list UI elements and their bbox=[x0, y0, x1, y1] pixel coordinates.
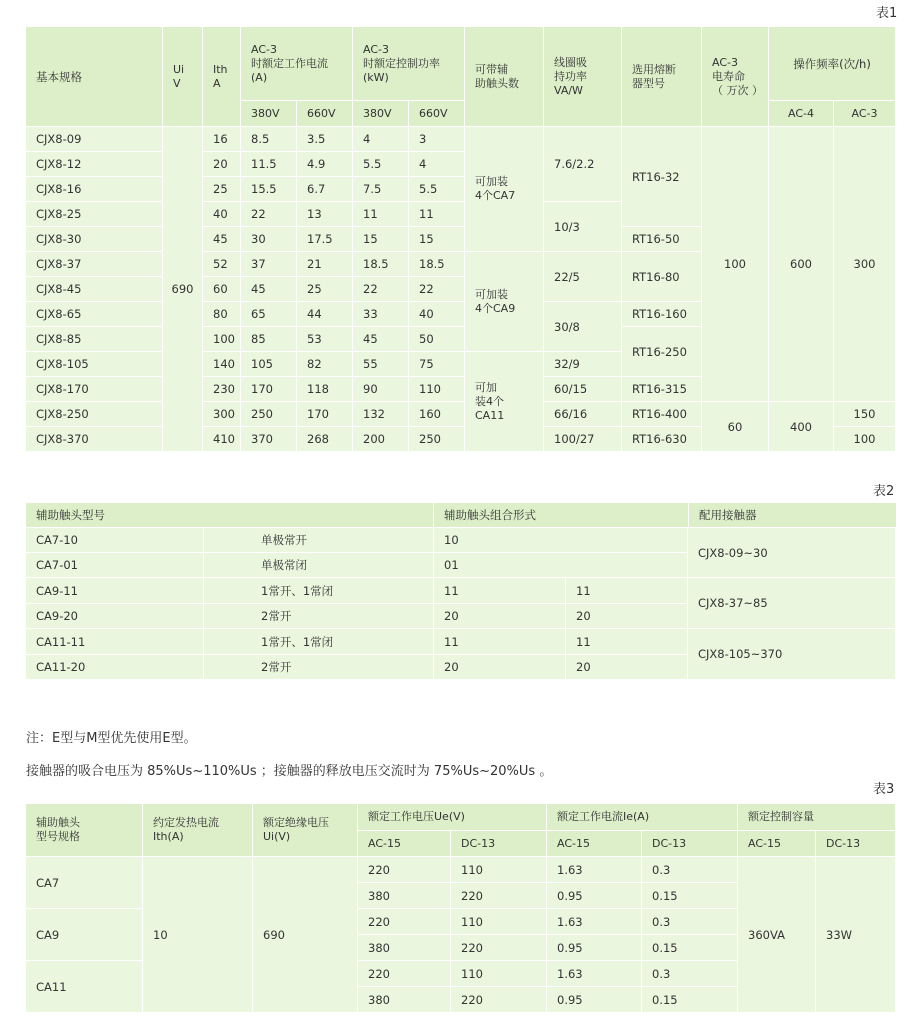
t1-cell-i660: 25 bbox=[297, 277, 353, 302]
t1-cell-fuse: RT16-315 bbox=[622, 377, 702, 402]
t1-cell-ith: 25 bbox=[203, 177, 241, 202]
t1-cell-i380: 22 bbox=[241, 202, 297, 227]
t1-cell-p380: 45 bbox=[353, 327, 409, 352]
t3-cell-ie-dc: 0.15 bbox=[642, 987, 738, 1013]
t3-cell-ie-ac: 1.63 bbox=[547, 857, 642, 883]
t1-cell-aux: 可加 装4个 CA11 bbox=[465, 352, 544, 452]
table-row bbox=[26, 402, 896, 427]
t2-cell-model: CA7-10 bbox=[26, 528, 204, 553]
t3-cell-ue-dc: 220 bbox=[451, 987, 547, 1013]
t3-cell-ue-dc: 220 bbox=[451, 935, 547, 961]
t2-cell-desc: 单极常开 bbox=[204, 528, 434, 553]
t1-cell-p660: 3 bbox=[409, 127, 465, 152]
t1-cell-spec: CJX8-65 bbox=[26, 302, 163, 327]
t1-cell-spec: CJX8-16 bbox=[26, 177, 163, 202]
t2-cell-desc: 1常开、1常闭 bbox=[204, 629, 434, 655]
t3-cell-ue-ac: 380 bbox=[358, 987, 451, 1013]
t3-cell-ie-dc: 0.3 bbox=[642, 961, 738, 987]
t1-cell-i660: 268 bbox=[297, 427, 353, 452]
t1-cell-spec: CJX8-370 bbox=[26, 427, 163, 452]
t1-cell-p660: 50 bbox=[409, 327, 465, 352]
t3-cell-ie-ac: 1.63 bbox=[547, 961, 642, 987]
t3-header-cap-ac: AC-15 bbox=[738, 831, 816, 857]
note-line-1: 注：E型与M型优先使用E型。 bbox=[26, 731, 197, 746]
t1-header-life: AC-3 电寿命 （ 万次 ） bbox=[702, 27, 769, 127]
t1-header-current: AC-3 时额定工作电流 (A) bbox=[241, 27, 353, 101]
t1-cell-freq-ac4: 400 bbox=[769, 402, 834, 452]
t3-cell-model: CA9 bbox=[26, 909, 143, 961]
t3-header-ith: 约定发热电流 Ith(A) bbox=[143, 804, 253, 857]
t3-cell-model: CA7 bbox=[26, 857, 143, 909]
t1-cell-ith: 80 bbox=[203, 302, 241, 327]
t1-cell-coil: 30/8 bbox=[544, 302, 622, 352]
t3-header-ui: 额定绝缘电压 Ui(V) bbox=[253, 804, 358, 857]
t3-cell-ue-ac: 380 bbox=[358, 935, 451, 961]
t1-header-power: AC-3 时额定控制功率 (kW) bbox=[353, 27, 465, 101]
t1-cell-i380: 85 bbox=[241, 327, 297, 352]
t1-cell-i660: 4.9 bbox=[297, 152, 353, 177]
t3-header-cap: 额定控制容量 bbox=[738, 804, 896, 831]
t3-header-ie-ac: AC-15 bbox=[547, 831, 642, 857]
t1-cell-coil: 22/5 bbox=[544, 252, 622, 302]
t3-cell-ue-ac: 220 bbox=[358, 961, 451, 987]
t2-cell-combo-b: 20 bbox=[566, 655, 688, 680]
t1-cell-fuse: RT16-80 bbox=[622, 252, 702, 302]
t1-cell-spec: CJX8-105 bbox=[26, 352, 163, 377]
t3-cell-ue-dc: 110 bbox=[451, 961, 547, 987]
t3-header-ue-dc: DC-13 bbox=[451, 831, 547, 857]
t3-cell-ith: 10 bbox=[143, 857, 253, 1013]
t1-cell-i380: 15.5 bbox=[241, 177, 297, 202]
t3-cell-cap-ac: 360VA bbox=[738, 857, 816, 1013]
t1-cell-freq-ac3: 300 bbox=[834, 127, 896, 402]
t1-cell-i660: 21 bbox=[297, 252, 353, 277]
t1-header-i380: 380V bbox=[241, 101, 297, 127]
t3-cell-ue-dc: 110 bbox=[451, 909, 547, 935]
t3-cell-ue-ac: 220 bbox=[358, 909, 451, 935]
t1-cell-i380: 8.5 bbox=[241, 127, 297, 152]
t1-cell-coil: 10/3 bbox=[544, 202, 622, 252]
t1-cell-p660: 110 bbox=[409, 377, 465, 402]
t1-cell-i380: 250 bbox=[241, 402, 297, 427]
table1 bbox=[25, 26, 896, 452]
table-row bbox=[26, 578, 896, 604]
t1-cell-spec: CJX8-09 bbox=[26, 127, 163, 152]
t1-cell-spec: CJX8-250 bbox=[26, 402, 163, 427]
t3-header-ue: 额定工作电压Ue(V) bbox=[358, 804, 547, 831]
t1-header-aux: 可带辅 助触头数 bbox=[465, 27, 544, 127]
t1-cell-p660: 5.5 bbox=[409, 177, 465, 202]
t1-cell-ith: 230 bbox=[203, 377, 241, 402]
t2-cell-combo-a: 11 bbox=[434, 629, 566, 655]
t3-cell-cap-dc: 33W bbox=[816, 857, 896, 1013]
t1-cell-fuse: RT16-630 bbox=[622, 427, 702, 452]
t1-cell-ui: 690 bbox=[163, 127, 203, 452]
t1-cell-spec: CJX8-12 bbox=[26, 152, 163, 177]
t1-cell-i660: 170 bbox=[297, 402, 353, 427]
t1-cell-p380: 11 bbox=[353, 202, 409, 227]
t1-cell-p380: 15 bbox=[353, 227, 409, 252]
t1-cell-coil: 32/9 bbox=[544, 352, 622, 377]
table-row bbox=[26, 127, 896, 152]
t2-cell-combo-b: 11 bbox=[566, 578, 688, 604]
t1-cell-fuse: RT16-250 bbox=[622, 327, 702, 377]
t1-cell-p380: 33 bbox=[353, 302, 409, 327]
t2-cell-desc: 单极常闭 bbox=[204, 553, 434, 578]
t3-cell-model: CA11 bbox=[26, 961, 143, 1013]
t1-cell-i660: 82 bbox=[297, 352, 353, 377]
t3-cell-ie-dc: 0.3 bbox=[642, 857, 738, 883]
t1-cell-ith: 100 bbox=[203, 327, 241, 352]
t1-cell-p380: 90 bbox=[353, 377, 409, 402]
t3-cell-ue-dc: 220 bbox=[451, 883, 547, 909]
t1-cell-i660: 6.7 bbox=[297, 177, 353, 202]
t1-header-spec: 基本规格 bbox=[26, 27, 163, 127]
t3-header-ie-dc: DC-13 bbox=[642, 831, 738, 857]
t1-cell-ith: 20 bbox=[203, 152, 241, 177]
t1-cell-coil: 60/15 bbox=[544, 377, 622, 402]
t1-cell-p380: 7.5 bbox=[353, 177, 409, 202]
t2-cell-combo: 10 bbox=[434, 528, 688, 553]
t1-cell-i660: 3.5 bbox=[297, 127, 353, 152]
t1-header-coil: 线圈吸 持功率 VA/W bbox=[544, 27, 622, 127]
t1-cell-i380: 170 bbox=[241, 377, 297, 402]
t1-cell-p660: 75 bbox=[409, 352, 465, 377]
t1-cell-freq-ac4: 600 bbox=[769, 127, 834, 402]
t2-cell-desc: 2常开 bbox=[204, 655, 434, 680]
t1-header-fuse: 选用熔断 器型号 bbox=[622, 27, 702, 127]
t3-header-ue-ac: AC-15 bbox=[358, 831, 451, 857]
t1-cell-life: 100 bbox=[702, 127, 769, 402]
t1-cell-p380: 4 bbox=[353, 127, 409, 152]
t1-cell-fuse: RT16-50 bbox=[622, 227, 702, 252]
t1-cell-spec: CJX8-30 bbox=[26, 227, 163, 252]
t1-header-ith: Ith A bbox=[203, 27, 241, 127]
t1-cell-spec: CJX8-170 bbox=[26, 377, 163, 402]
t1-cell-aux: 可加装 4个CA9 bbox=[465, 252, 544, 352]
table2 bbox=[25, 502, 896, 680]
t2-cell-contactor: CJX8-105~370 bbox=[688, 629, 896, 680]
t1-cell-spec: CJX8-25 bbox=[26, 202, 163, 227]
t3-cell-ie-dc: 0.3 bbox=[642, 909, 738, 935]
t2-cell-combo-b: 11 bbox=[566, 629, 688, 655]
t1-cell-i380: 105 bbox=[241, 352, 297, 377]
t1-cell-fuse: RT16-32 bbox=[622, 127, 702, 227]
t3-cell-ue-dc: 110 bbox=[451, 857, 547, 883]
t1-cell-ith: 16 bbox=[203, 127, 241, 152]
t1-cell-spec: CJX8-37 bbox=[26, 252, 163, 277]
t1-cell-aux: 可加装 4个CA7 bbox=[465, 127, 544, 252]
t1-header-p660: 660V bbox=[409, 101, 465, 127]
t3-header-model: 辅助触头 型号规格 bbox=[26, 804, 143, 857]
t3-cell-ie-ac: 1.63 bbox=[547, 909, 642, 935]
t1-cell-spec: CJX8-45 bbox=[26, 277, 163, 302]
t2-cell-model: CA9-20 bbox=[26, 604, 204, 629]
t1-cell-ith: 40 bbox=[203, 202, 241, 227]
t1-cell-ith: 60 bbox=[203, 277, 241, 302]
t1-cell-p660: 250 bbox=[409, 427, 465, 452]
t2-cell-combo-a: 11 bbox=[434, 578, 566, 604]
t3-header-ie: 额定工作电流Ie(A) bbox=[547, 804, 738, 831]
t1-cell-coil: 7.6/2.2 bbox=[544, 127, 622, 202]
t2-cell-model: CA11-11 bbox=[26, 629, 204, 655]
t3-cell-ie-ac: 0.95 bbox=[547, 883, 642, 909]
t2-cell-contactor: CJX8-37~85 bbox=[688, 578, 896, 629]
t1-cell-i380: 370 bbox=[241, 427, 297, 452]
t1-cell-i380: 11.5 bbox=[241, 152, 297, 177]
t3-cell-ie-dc: 0.15 bbox=[642, 883, 738, 909]
t1-cell-freq-ac3: 150 bbox=[834, 402, 896, 427]
t1-cell-freq-ac3: 100 bbox=[834, 427, 896, 452]
t1-cell-fuse: RT16-400 bbox=[622, 402, 702, 427]
table3 bbox=[25, 803, 896, 1013]
t1-cell-ith: 300 bbox=[203, 402, 241, 427]
t2-cell-desc: 1常开、1常闭 bbox=[204, 578, 434, 604]
t2-cell-combo-b: 20 bbox=[566, 604, 688, 629]
t2-cell-combo-a: 20 bbox=[434, 604, 566, 629]
t1-cell-spec: CJX8-85 bbox=[26, 327, 163, 352]
t3-header-cap-dc: DC-13 bbox=[816, 831, 896, 857]
t3-cell-ue-ac: 380 bbox=[358, 883, 451, 909]
t1-cell-p380: 18.5 bbox=[353, 252, 409, 277]
t2-header-model: 辅助触头型号 bbox=[26, 503, 434, 528]
t2-cell-model: CA7-01 bbox=[26, 553, 204, 578]
t3-cell-ie-dc: 0.15 bbox=[642, 935, 738, 961]
t2-cell-desc: 2常开 bbox=[204, 604, 434, 629]
t1-cell-i380: 37 bbox=[241, 252, 297, 277]
t1-cell-coil: 100/27 bbox=[544, 427, 622, 452]
t1-cell-i380: 45 bbox=[241, 277, 297, 302]
t1-cell-p660: 40 bbox=[409, 302, 465, 327]
t1-cell-i380: 30 bbox=[241, 227, 297, 252]
t1-header-freq-ac3: AC-3 bbox=[834, 101, 896, 127]
t2-header-contactor: 配用接触器 bbox=[688, 503, 895, 527]
t1-cell-i380: 65 bbox=[241, 302, 297, 327]
t1-header-freq-ac4: AC-4 bbox=[769, 101, 834, 127]
t1-cell-p380: 132 bbox=[353, 402, 409, 427]
t3-cell-ie-ac: 0.95 bbox=[547, 987, 642, 1013]
table1-caption: 表1 bbox=[876, 6, 898, 21]
t1-cell-ith: 410 bbox=[203, 427, 241, 452]
table-row bbox=[26, 857, 896, 883]
t1-cell-p660: 22 bbox=[409, 277, 465, 302]
t1-cell-life: 60 bbox=[702, 402, 769, 452]
table-row bbox=[26, 629, 896, 655]
t1-cell-p380: 5.5 bbox=[353, 152, 409, 177]
t1-cell-p380: 55 bbox=[353, 352, 409, 377]
t2-cell-model: CA11-20 bbox=[26, 655, 204, 680]
table-row bbox=[26, 528, 896, 553]
t1-cell-ith: 45 bbox=[203, 227, 241, 252]
t1-cell-p660: 4 bbox=[409, 152, 465, 177]
t2-cell-combo-a: 20 bbox=[434, 655, 566, 680]
t1-cell-p660: 15 bbox=[409, 227, 465, 252]
t2-cell-combo: 01 bbox=[434, 553, 688, 578]
t1-cell-i660: 118 bbox=[297, 377, 353, 402]
t3-cell-ui: 690 bbox=[253, 857, 358, 1013]
t1-header-freq: 操作频率(次/h) bbox=[769, 27, 896, 101]
t1-cell-i660: 13 bbox=[297, 202, 353, 227]
t1-cell-p660: 11 bbox=[409, 202, 465, 227]
t1-cell-p660: 160 bbox=[409, 402, 465, 427]
t1-cell-i660: 17.5 bbox=[297, 227, 353, 252]
t3-cell-ie-ac: 0.95 bbox=[547, 935, 642, 961]
t3-cell-ue-ac: 220 bbox=[358, 857, 451, 883]
t1-cell-fuse: RT16-160 bbox=[622, 302, 702, 327]
table2-caption: 表2 bbox=[873, 484, 895, 499]
t2-header-form: 辅助触头组合形式 bbox=[434, 503, 896, 528]
t1-header-ui: Ui V bbox=[163, 27, 203, 127]
t2-cell-contactor: CJX8-09~30 bbox=[688, 528, 896, 578]
t1-cell-i660: 44 bbox=[297, 302, 353, 327]
t1-cell-ith: 140 bbox=[203, 352, 241, 377]
table3-caption: 表3 bbox=[873, 782, 895, 797]
t1-cell-p380: 22 bbox=[353, 277, 409, 302]
t2-cell-model: CA9-11 bbox=[26, 578, 204, 604]
t1-header-i660: 660V bbox=[297, 101, 353, 127]
note-line-2: 接触器的吸合电压为 85%Us~110%Us ；接触器的释放电压交流时为 75%Us~20%Us 。 bbox=[26, 764, 553, 779]
t1-cell-coil: 66/16 bbox=[544, 402, 622, 427]
t1-cell-p380: 200 bbox=[353, 427, 409, 452]
t1-cell-p660: 18.5 bbox=[409, 252, 465, 277]
t1-header-p380: 380V bbox=[353, 101, 409, 127]
t1-cell-i660: 53 bbox=[297, 327, 353, 352]
t1-cell-ith: 52 bbox=[203, 252, 241, 277]
